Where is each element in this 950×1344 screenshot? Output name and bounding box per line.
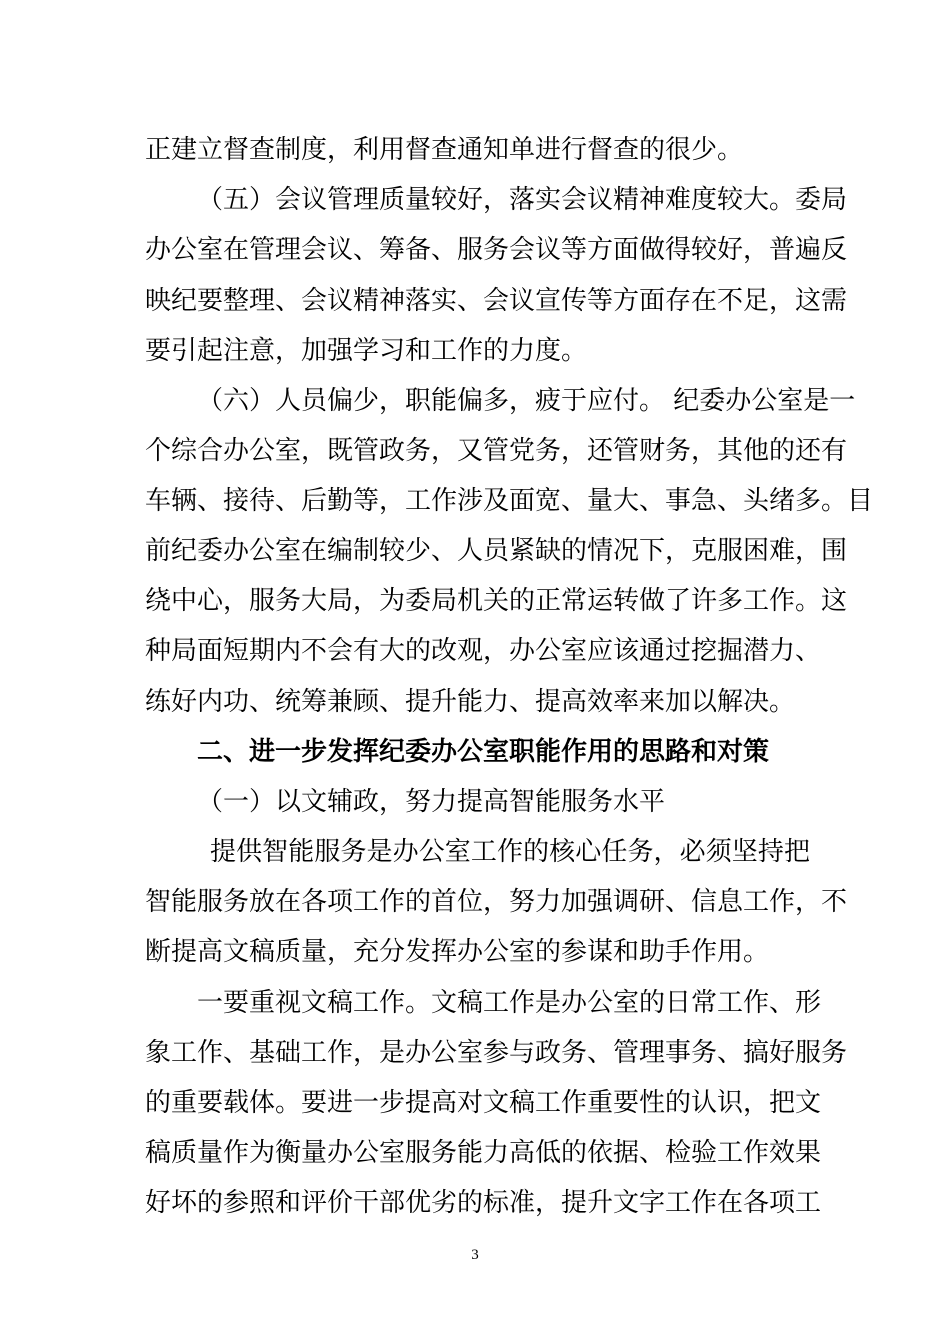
text-line: 映纪要整理、会议精神落实、会议宣传等方面存在不足，这需 — [145, 286, 848, 316]
text-line: 的重要载体。要进一步提高对文稿工作重要性的认识，把文 — [145, 1088, 822, 1118]
text-line: 绕中心，服务大局，为委局机关的正常运转做了许多工作。这 — [145, 586, 848, 616]
text-line: 要引起注意，加强学习和工作的力度。 — [145, 336, 588, 366]
text-line: 个综合办公室，既管政务，又管党务，还管财务，其他的还有 — [145, 436, 848, 466]
text-line: 前纪委办公室在编制较少、人员紧缺的情况下，克服困难，围 — [145, 536, 848, 566]
text-line: 断提高文稿质量，充分发挥办公室的参谋和助手作用。 — [145, 937, 770, 967]
text-line: 提供智能服务是办公室工作的核心任务，必须坚持把 — [210, 837, 810, 867]
section-heading-six: （六）人员偏少，职能偏多，疲于应付。 纪委办公室是一 — [197, 386, 856, 416]
text-line: 种局面短期内不会有大的改观，办公室应该通过挖掘潜力、 — [145, 636, 822, 666]
text-line: 稿质量作为衡量办公室服务能力高低的依据、检验工作效果 — [145, 1138, 822, 1168]
text-line: 正建立督查制度，利用督查通知单进行督查的很少。 — [145, 135, 744, 165]
text-line: 一要重视文稿工作。文稿工作是办公室的日常工作、形 — [197, 988, 822, 1018]
text-line: 好坏的参照和评价干部优劣的标准，提升文字工作在各项工 — [145, 1188, 822, 1218]
section-heading-five: （五）会议管理质量较好，落实会议精神难度较大。委局 — [197, 185, 848, 215]
subsection-heading: （一）以文辅政，努力提高智能服务水平 — [197, 787, 666, 817]
text-line: 办公室在管理会议、筹备、服务会议等方面做得较好，普遍反 — [145, 235, 848, 265]
chapter-heading: 二、进一步发挥纪委办公室职能作用的思路和对策 — [197, 737, 770, 767]
page-number: 3 — [471, 1247, 479, 1263]
text-line: 车辆、接待、后勤等，工作涉及面宽、量大、事急、头绪多。目 — [145, 486, 874, 516]
text-line: 练好内功、统筹兼顾、提升能力、提高效率来加以解决。 — [145, 687, 796, 717]
text-line: 象工作、基础工作，是办公室参与政务、管理事务、搞好服务 — [145, 1038, 848, 1068]
text-line: 智能服务放在各项工作的首位，努力加强调研、信息工作，不 — [145, 887, 848, 917]
